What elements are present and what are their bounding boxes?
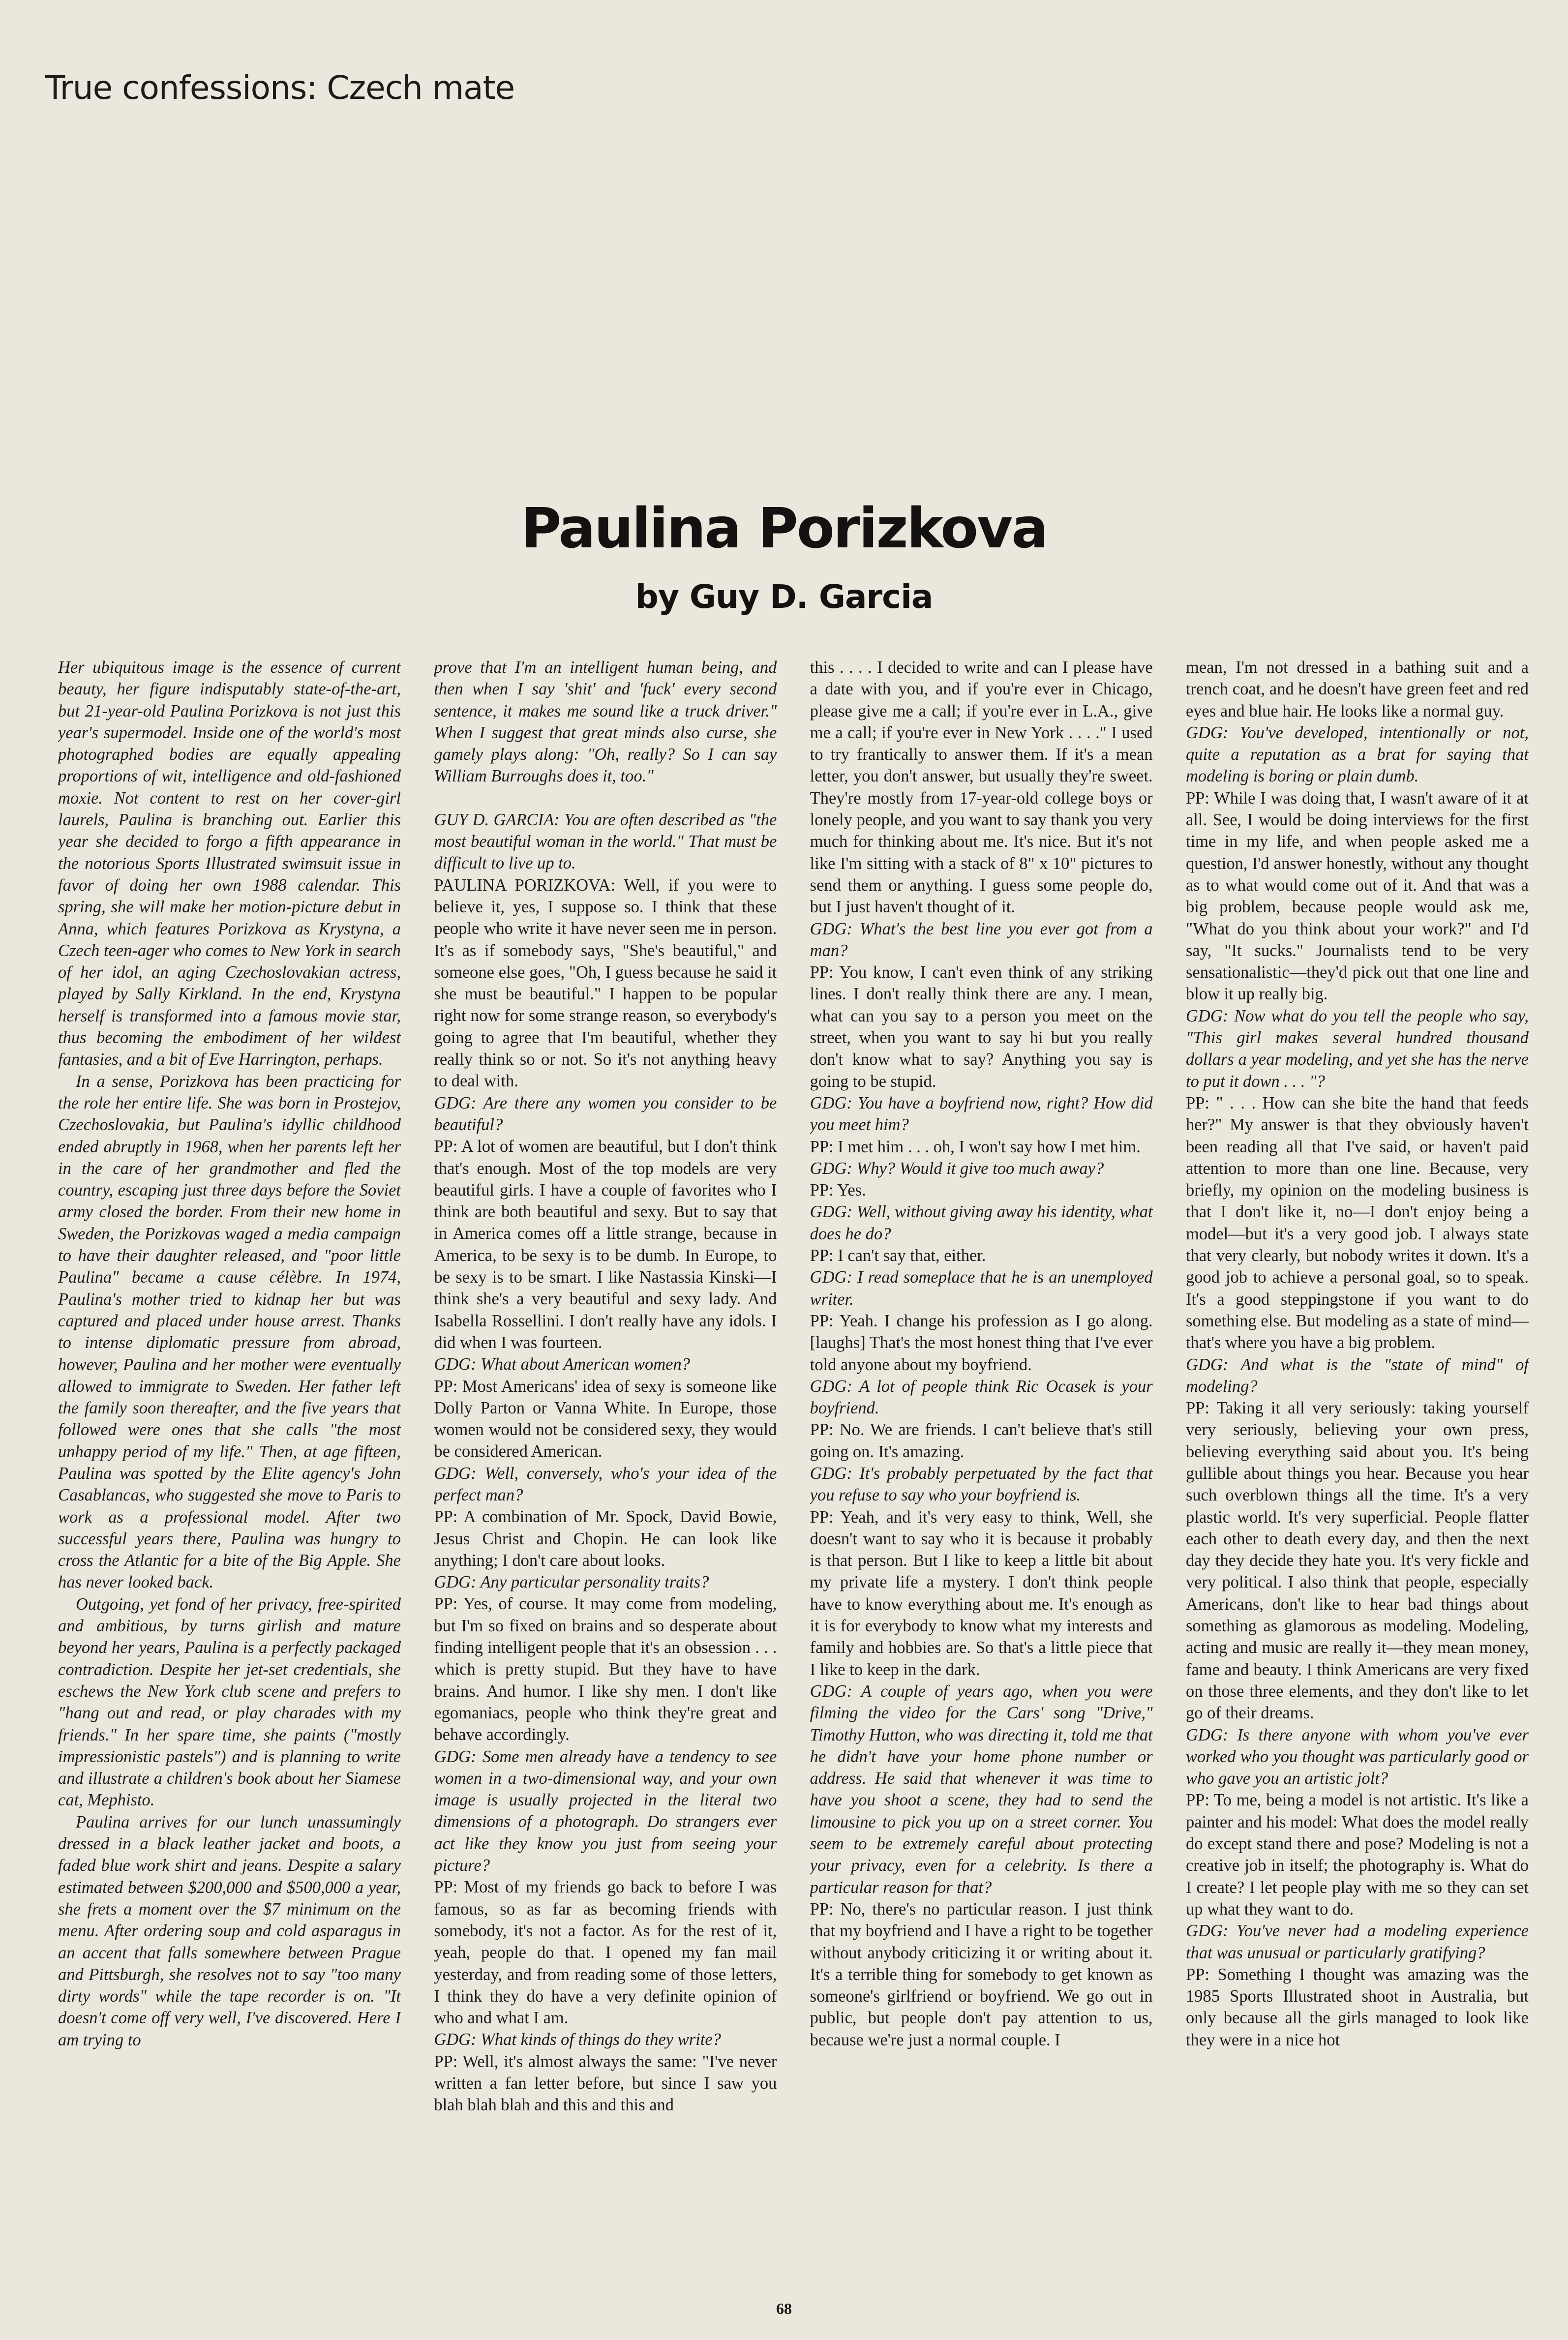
text-column-3 [810, 657, 1153, 2299]
answer-paragraph: PP: You know, I can't even think of any striking lines. I don't really think there are any. I mean, what can you say to a person you meet on the street, when you want to say hi but you really don't know what to say? Anything you say is going to be stupid. [810, 963, 1153, 1091]
text-column-2 [434, 657, 777, 2299]
answer-paragraph: PP: " . . . How can she bite the hand that feeds her?" My answer is that they obviously haven't been reading all that I've said, or haven't paid attention to more than one line. Because, very briefly, my opinion on the modeling business is that I don't like it, no—I don't enjoy being a model—but it's a very good job. I always state that very clearly, but nobody writes it down. It's a good job to achieve a personal goal, so to speak. It's a good steppingstone if you want to do something else. But modeling as a state of mind—that's where you have a big problem. [1185, 1093, 1529, 1352]
intro-paragraph: Outgoing, yet fond of her privacy, free-spirited and ambitious, by turns girlish and mature beyond her years, Paulina is a perfectly packaged contradiction. Despite her jet-set credentials, she eschews the New York club scene and prefers to "hang out and read, or play charades with my friends." In her spare time, she paints ("mostly impressionistic pastels") and is planning to write and illustrate a children's book about her Siamese cat, Mephisto. [58, 1594, 401, 1810]
question-paragraph: GDG: Some men already have a tendency to see women in a two-dimensional way, and your own image is usually projected in the literal two dimensions of a photograph. Do strangers ever act like they know you just from seeing your picture? [434, 1747, 777, 1875]
answer-paragraph: PP: Something I thought was amazing was the 1985 Sports Illustrated shoot in Australia, but only because all the girls managed to look like they were in a nice hot [1185, 1965, 1529, 2049]
answer-paragraph: PP: Most of my friends go back to before I was famous, so as far as becoming friends with somebody, it's not a factor. As for the rest of it, yeah, people do that. I opened my fan mail yesterday, and from reading some of those letters, I think they do have a very definite opinion of who and what I am. [434, 1878, 777, 2028]
question-paragraph: GDG: I read someplace that he is an unemployed writer. [810, 1268, 1153, 1309]
question-paragraph: GDG: It's probably perpetuated by the fact that you refuse to say who your boyfriend is. [810, 1464, 1153, 1505]
page-number: 68 [776, 2300, 792, 2317]
question-paragraph: GDG: What about American women? [434, 1355, 690, 1374]
question-paragraph: GDG: A lot of people think Ric Ocasek is your boyfriend. [810, 1377, 1153, 1418]
answer-paragraph: PP: Taking it all very seriously: taking yourself very seriously, believing your own press, believing everything said about you. It's being gullible about things you hear. Because you hear such overblown things all the time. It's a very plastic world. It's very superficial. People flatter each other to death every day, and then the next day they decide they hate you. It's very fickle and very political. I also think that people, especially Americans, don't like to hear bad things about something as glamorous as modeling. Modeling, acting and music are really it—they mean money, fame and beauty. I think Americans are very fixed on those three elements, and they don't like to let go of their dreams. [1185, 1399, 1529, 1723]
running-head: True confessions: Czech mate [45, 69, 515, 107]
question-paragraph: GDG: You've developed, intentionally or not, quite a reputation as a brat for saying that modeling is boring or plain dumb. [1185, 723, 1529, 786]
question-paragraph: GDG: Well, without giving away his identity, what does he do? [810, 1202, 1153, 1243]
question-paragraph: GDG: A couple of years ago, when you were filming the video for the Cars' song "Drive," Timothy Hutton, who was directing it, told me that he didn't have your home phone number or address. He said that whenever it was time to have you shoot a scene, they had to send the limousine to pick you up on a street corner. You seem to be extremely careful about protecting your privacy, even for a celebrity. Is there a particular reason for that? [810, 1681, 1153, 1897]
answer-paragraph: PP: Yeah, and it's very easy to think, Well, she doesn't want to say who it is because it probably is that person. But I like to keep a little bit about my private life a mystery. I don't think people have to know everything about me. It's enough as it is for everybody to know what my interests and family and hobbies are. So that's a little piece that I like to keep in the dark. [810, 1507, 1153, 1679]
question-paragraph: GDG: Well, conversely, who's your idea of the perfect man? [434, 1464, 777, 1504]
question-paragraph: GDG: And what is the "state of mind" of modeling? [1185, 1355, 1529, 1396]
text-column-4 [1186, 657, 1529, 2299]
article-body [58, 657, 1529, 2299]
answer-paragraph: PP: No. We are friends. I can't believe that's still going on. It's amazing. [810, 1420, 1153, 1461]
question-paragraph: GDG: What's the best line you ever got from a man? [810, 919, 1153, 960]
question-paragraph: GUY D. GARCIA: You are often described as "the most beautiful woman in the world." That must be difficult to live up to. [434, 810, 777, 873]
answer-paragraph: PAULINA PORIZKOVA: Well, if you were to believe it, yes, I suppose so. I think that these people who write it have never seen me in person. It's as if somebody says, "She's beautiful," and someone else goes, "Oh, I guess because he said it she must be beautiful." I happen to be popular right now for some strange reason, so everybody's going to agree that I'm beautiful, whether they really think so or not. So it's not anything heavy to deal with. [434, 875, 777, 1091]
text-column-1 [58, 657, 401, 2299]
question-paragraph: GDG: You've never had a modeling experience that was unusual or particularly gratifying? [1185, 1921, 1529, 1962]
question-paragraph: GDG: Any particular personality traits? [434, 1573, 709, 1592]
intro-paragraph: In a sense, Porizkova has been practicing for the role her entire life. She was born in Prostejov, Czechoslovakia, but Paulina's idyllic childhood ended abruptly in 1968, when her parents left her in the care of her grandmother and fled the country, escaping just three days before the Soviet army closed the border. From their new home in Sweden, the Porizkovas waged a media campaign to have their daughter released, and "poor little Paulina" became a cause célèbre. In 1974, Paulina's mother tried to kidnap her but was captured and placed under house arrest. Thanks to intense diplomatic pressure from abroad, however, Paulina and her mother were eventually allowed to immigrate to Sweden. Her father left the family soon thereafter, and the five years that followed were ones that she calls "the most unhappy period of my life." Then, at age fifteen, Paulina was spotted by the Elite agency's John Casablancas, who suggested she move to Paris to work as a professional model. After two successful years there, Paulina was hungry to cross the Atlantic for a bite of the Big Apple. She has never looked back. [58, 1072, 401, 1592]
answer-paragraph: this . . . . I decided to write and can I please have a date with you, and if you're ever in Chicago, please give me a call; if you're ever in L.A., give me a call; if you're ever in New York . . . ." I used to try frantically to answer them. If it's a mean letter, you don't answer, but usually they're sweet. They're mostly from 17-year-old college boys or lonely people, and you want to say thank you very much for thinking about me. It's nice. But it's not like I'm sitting with a stack of 8" x 10" pictures to send them or anything. I guess some people do, but I just haven't thought of it. [810, 658, 1153, 917]
answer-paragraph: PP: Most Americans' idea of sexy is someone like Dolly Parton or Vanna White. In Europe, those women would not be considered sexy, they would be considered American. [434, 1377, 777, 1461]
question-paragraph: GDG: Is there anyone with whom you've ever worked who you thought was particularly good or who gave you an artistic jolt? [1185, 1725, 1529, 1788]
intro-paragraph: Her ubiquitous image is the essence of current beauty, her figure indisputably state-of-the-art, but 21-year-old Paulina Porizkova is not just this year's supermodel. Inside one of the world's most photographed bodies are equally appealing proportions of wit, intelligence and old-fashioned moxie. Not content to rest on her cover-girl laurels, Paulina is branching out. Earlier this year she decided to forgo a fifth appearance in the notorious Sports Illustrated swimsuit issue in favor of doing her own 1988 calendar. This spring, she will make her motion-picture debut in Anna, which features Porizkova as Krystyna, a Czech teen-ager who comes to New York in search of her idol, an aging Czechoslovakian actress, played by Sally Kirkland. In the end, Krystyna herself is transformed into a famous movie star, thus becoming the embodiment of her wildest fantasies, and a bit of Eve Harrington, perhaps. [58, 658, 401, 1069]
answer-paragraph: PP: I can't say that, either. [810, 1246, 986, 1265]
question-paragraph: GDG: You have a boyfriend now, right? How did you meet him? [810, 1093, 1153, 1135]
intro-paragraph: Paulina arrives for our lunch unassumingly dressed in a black leather jacket and boots, a faded blue work shirt and jeans. Despite a salary estimated between $200,000 and $500,000 a year, she frets a moment over the $7 minimum on the menu. After ordering soup and cold asparagus in an accent that falls somewhere between Prague and Pittsburgh, she resolves not to say "too many dirty words" while the tape recorder is on. "It doesn't come off very well, I've discovered. Here I am trying to [58, 1812, 401, 2049]
answer-paragraph: PP: Yeah. I change his profession as I go along. [laughs] That's the most honest thing that I've ever told anyone about my boyfriend. [810, 1311, 1153, 1374]
answer-paragraph: PP: To me, being a model is not artistic. It's like a painter and his model: What does the model really do except stand there and pose? Modeling is not a creative job in itself; the photography is. What do I create? I let people play with me so they can set up what they want to do. [1185, 1791, 1529, 1919]
question-paragraph: GDG: What kinds of things do they write? [434, 2030, 721, 2049]
answer-paragraph: PP: I met him . . . oh, I won't say how I met him. [810, 1137, 1141, 1156]
intro-paragraph: prove that I'm an intelligent human being, and then when I say 'shit' and 'fuck' every second sentence, it makes me sound like a truck driver." When I suggest that great minds also curse, she gamely plays along: "Oh, really? So I can say William Burroughs does it, too." [434, 658, 777, 786]
answer-paragraph: PP: No, there's no particular reason. I just think that my boyfriend and I have a right to be together without anybody criticizing it or writing about it. It's a terrible thing for somebody to get known as someone's girlfriend or boyfriend. We go out in public, but people don't pay attention to us, because we're just a normal couple. I [810, 1899, 1153, 2049]
answer-paragraph: PP: Yes, of course. It may come from modeling, but I'm so fixed on brains and so desperate about finding intelligent people that it's an obsession . . . which is pretty stupid. But they have to have brains. And humor. I like shy men. I don't like egomaniacs, people who think they're great and behave accordingly. [434, 1594, 777, 1744]
answer-paragraph: mean, I'm not dressed in a bathing suit and a trench coat, and he doesn't have green feet and red eyes and blue hair. He looks like a normal guy. [1185, 658, 1529, 720]
answer-paragraph: PP: A combination of Mr. Spock, David Bowie, Jesus Christ and Chopin. He can look like anything; I don't care about looks. [434, 1507, 777, 1570]
article-title: Paulina Porizkova [521, 497, 1047, 561]
question-paragraph: GDG: Why? Would it give too much away? [810, 1159, 1104, 1178]
answer-paragraph: PP: Yes. [810, 1181, 866, 1200]
answer-paragraph: PP: While I was doing that, I wasn't aware of it at all. See, I would be doing interviews for the first time in my life, and when people asked me a question, I'd answer honestly, without any thought as to what would come out of it. And that was a big problem, because people would ask me, "What do you think about your work?" and I'd say, "It sucks." Journalists tend to be very sensationalistic—they'd pick out that one line and blow it up really big. [1185, 788, 1529, 1004]
answer-paragraph: PP: A lot of women are beautiful, but I don't think that's enough. Most of the top models are very beautiful girls. I have a couple of favorites who I think are both beautiful and sexy. But to say that in America comes off a little strange, because in America, to be sexy is to be dumb. In Europe, to be sexy is to be smart. I like Nastassia Kinski—I think she's a very beautiful and sexy lady. And Isabella Rossellini. I don't really have any idols. I did when I was fourteen. [434, 1137, 777, 1352]
byline: by Guy D. Garcia [635, 578, 933, 616]
question-paragraph: GDG: Are there any women you consider to be beautiful? [434, 1093, 777, 1134]
answer-paragraph: PP: Well, it's almost always the same: "I've never written a fan letter before, but since I saw you blah blah blah and this and this and [434, 2052, 777, 2115]
question-paragraph: GDG: Now what do you tell the people who say, "This girl makes several hundred thousand dollars a year modeling, and yet she has the nerve to put it down . . . "? [1185, 1006, 1529, 1091]
